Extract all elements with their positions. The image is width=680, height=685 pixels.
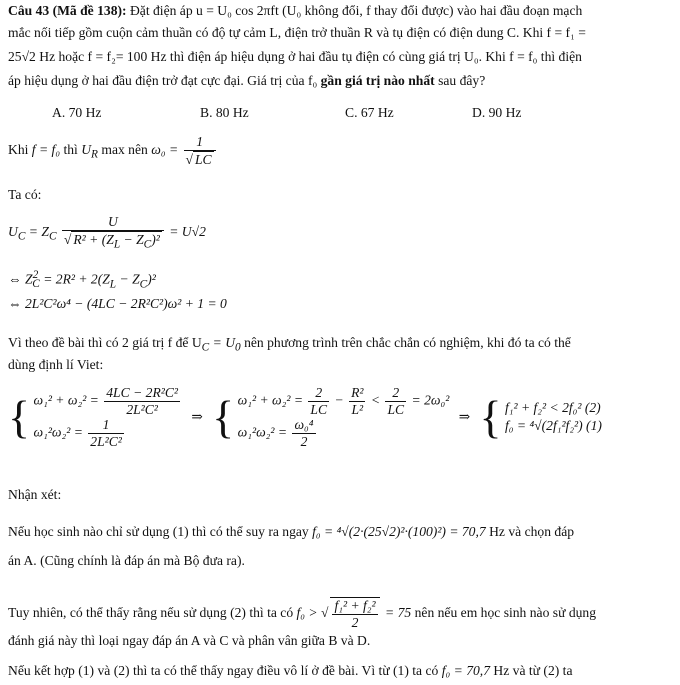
- eq-zc-squared: ⇔ $Z^2_C = 2R^2 + 2(Z_L - Z_C)^2$: [8, 269, 156, 291]
- uc-lhs-sub: C: [17, 230, 26, 243]
- sys2-f1-num: 2: [308, 385, 329, 402]
- sys1-f2-num: 1: [88, 417, 124, 434]
- sys1-f1-den: 2L²C²: [126, 401, 158, 417]
- paragraph-1-line-2: án A. (Cũng chính là đáp án mà Bộ đưa ra).: [8, 553, 245, 568]
- uc-num: U: [62, 214, 164, 231]
- option-b: B. 80 Hz: [200, 105, 249, 120]
- sys1-l2: ω₁²ω₂² =: [33, 424, 83, 440]
- p1-formula: f₀ = ⁴√(2·(25√2)²·(100)²) = 70,7: [312, 524, 486, 539]
- uc-den-minus: − Z: [120, 231, 144, 247]
- uc-fraction: $\frac{U}{√ R^2 + (Z_L - Z_C)^2}$: [62, 214, 164, 251]
- uc-den-l: L: [113, 238, 121, 251]
- sys2-lt: <: [370, 392, 381, 408]
- eq2-c: − Z: [116, 271, 140, 287]
- uc-zc-sub: C: [48, 230, 57, 243]
- p2-formula-r: = 75: [385, 604, 412, 620]
- p2-formula-l: f₀ >: [296, 604, 318, 620]
- sys1-f2-den: 2L²C²: [90, 433, 122, 449]
- viet-text-1b: = U: [209, 335, 236, 350]
- brace-1: {: [8, 391, 31, 443]
- uc-rhs: = U√2: [169, 223, 206, 239]
- eq2-a: ⇔ Z: [8, 271, 33, 287]
- p1-text-b: Hz và chọn đáp: [489, 524, 575, 539]
- eq2-b: = 2R² + 2(Z: [39, 271, 110, 287]
- sys2-f4-num: ω₀⁴: [294, 417, 314, 433]
- sys2-f2-den: L²: [351, 401, 364, 417]
- uc-den: R² + (Z: [73, 231, 114, 247]
- sys2-f1-den: LC: [310, 401, 328, 417]
- system-2: [238, 385, 450, 450]
- uc-eq: = Z: [28, 223, 49, 239]
- p2-text-a: Tuy nhiên, có thể thấy rằng nếu sử dụng (2) thì ta có: [8, 604, 294, 620]
- ta-co-label: Ta có:: [8, 187, 42, 202]
- option-c: C. 67 Hz: [345, 105, 394, 120]
- sys2-f3-den: LC: [387, 401, 405, 417]
- sys1-l1: ω₁² + ω₂² =: [33, 392, 99, 408]
- implies-arrow-2: ⇒: [458, 409, 471, 425]
- khi-label: Khi: [8, 141, 29, 157]
- eq-quartic: ⇔ 2L²C²ω⁴ − (4LC − 2R²C²)ω² + 1 = 0: [8, 296, 227, 311]
- sys2-end: = 2ω₀²: [411, 392, 450, 408]
- omega0-num: 1: [184, 134, 216, 151]
- p2-frac-den: 2: [351, 614, 359, 630]
- question-line-3: 25√2 Hz hoặc f = f₂= 100 Hz thì điện áp hiệu dụng ở hai đầu tụ điện có cùng giá trị U₀. Khi f = f₀ thì điện: [8, 49, 582, 64]
- question-text-4c: sau đây?: [434, 73, 486, 88]
- paragraph-2-line-1: Tuy nhiên, có thể thấy rằng nếu sử dụng (2) thì ta có f₀ > √ $\frac{\text{f₁² + f₂²}}{2}$ = 75 nên nếu em học sinh nào sử dụng: [8, 598, 597, 630]
- question-number: Câu 43 (Mã đề 138):: [8, 3, 127, 18]
- system-3: [505, 399, 602, 436]
- sys2-f4-den: 2: [300, 433, 308, 449]
- paragraph-3-line-1: [8, 662, 573, 680]
- question-line-1: [8, 2, 582, 20]
- option-d: D. 90 Hz: [472, 105, 522, 120]
- implies-arrow-1: ⇒: [191, 409, 203, 425]
- viet-line-2: dùng định lí Viet:: [8, 357, 104, 372]
- sys2-minus: −: [334, 392, 344, 408]
- sys1-f1-num: 4LC − 2R²C²: [106, 385, 178, 400]
- ur-sub: R: [91, 148, 98, 161]
- p3-text-b: Hz và từ (2) ta: [493, 663, 573, 678]
- uc-lhs: U: [8, 223, 18, 239]
- khi-condition: f = f₀: [31, 141, 61, 157]
- sys2-f3-num: 2: [385, 385, 406, 402]
- eq2-d: )²: [147, 271, 156, 287]
- question-emphasis: gần giá trị nào nhất: [320, 73, 435, 88]
- option-a: A. 70 Hz: [52, 105, 102, 120]
- p1-text-a: Nếu học sinh nào chỉ sử dụng (1) thì có thể suy ra ngay: [8, 524, 309, 539]
- brace-3: {: [479, 391, 502, 443]
- system-1: [34, 385, 182, 450]
- p3-text-a: Nếu kết hợp (1) và (2) thì ta có thể thấy ngay điều vô lí ở đề bài. Vì từ (1) ta có: [8, 663, 439, 678]
- question-line-4: [8, 72, 485, 90]
- viet-line-1: Vì theo đề bài thì có 2 giá trị f để $U_C = U_0$ nên phương trình trên chắc chắn có nghiệm, khi đó ta có thể: [8, 335, 571, 354]
- viet-systems: [8, 385, 602, 450]
- nhan-xet-label: Nhận xét:: [8, 487, 62, 502]
- viet-text-1c: nên phương trình trên chắc chắn có nghiệm, khi đó ta có thể: [240, 335, 571, 350]
- sys3-l2: f₀ = ⁴√(2f₁²f₂²) (1): [504, 418, 602, 434]
- uc-den-end: )²: [151, 231, 160, 247]
- ur-symbol: U: [81, 141, 92, 157]
- paragraph-2-line-2: đánh giá này thì loại ngay đáp án A và C và phân vân giữa B và D.: [8, 633, 371, 648]
- uc-equation: [8, 214, 206, 251]
- sys2-l2: ω₁²ω₂² =: [237, 424, 288, 440]
- viet-text-1: Vì theo đề bài thì có 2 giá trị f để U: [8, 335, 202, 350]
- sys3-l1: f₁² + f₂² < 2f₀² (2): [504, 399, 601, 415]
- uc-den-c: C: [143, 238, 152, 251]
- omega0-fraction: $\frac{1}{√ LC}$: [184, 134, 216, 167]
- p2-frac-num: f₁² + f₂²: [334, 598, 376, 613]
- paragraph-1-line-1: [8, 523, 574, 541]
- omega0-den: LC: [195, 151, 212, 167]
- sys2-f2-num: R²: [351, 385, 364, 400]
- khi-mid: thì: [63, 141, 78, 157]
- p2-text-b: nên nếu em học sinh nào sử dụng: [414, 604, 597, 620]
- omega0-eq: ω₀ =: [151, 141, 179, 157]
- question-line-2: mắc nối tiếp gồm cuộn cảm thuần có độ tự cảm L, điện trở thuần R và tụ điện có điện dung C. Khi f = f₁ =: [8, 25, 586, 40]
- p3-formula: f₀ = 70,7: [441, 663, 490, 678]
- question-text-1: Đặt điện áp u = U₀ cos 2πft (U₀ không đổi, f thay đổi được) vào hai đầu đoạn mạch: [129, 3, 583, 18]
- question-text-4a: áp hiệu dụng ở hai đầu điện trở đạt cực đại. Giá trị của f₀: [8, 73, 321, 88]
- solution-khi-line: [8, 134, 218, 167]
- sys2-l1: ω₁² + ω₂² =: [237, 392, 304, 408]
- khi-max: max nên: [101, 141, 148, 157]
- brace-2: {: [212, 391, 235, 443]
